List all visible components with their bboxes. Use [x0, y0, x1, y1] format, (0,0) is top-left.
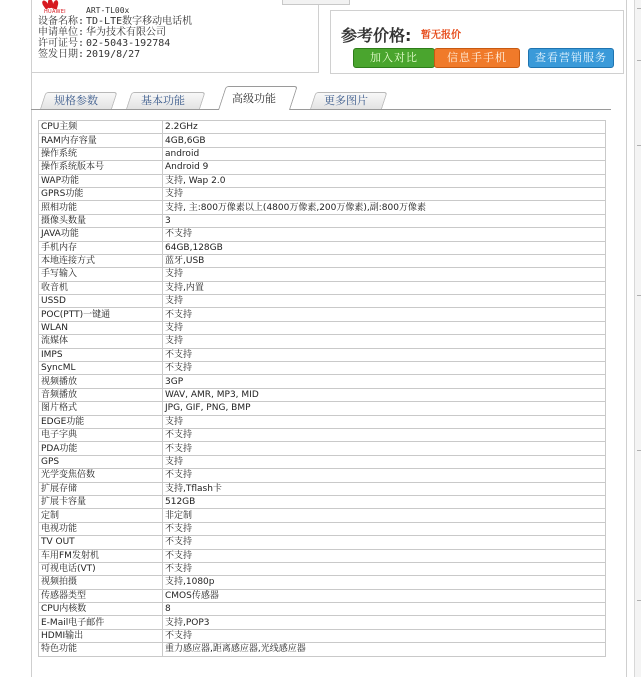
spec-value: 支持,POP3 [163, 616, 606, 629]
spec-key: 传感器类型 [39, 589, 163, 602]
spec-key: WLAN [39, 321, 163, 334]
spec-key: 手机内存 [39, 241, 163, 254]
spec-key: 定制 [39, 509, 163, 522]
info-label: 许可证号: [38, 38, 85, 49]
spec-row [39, 121, 606, 134]
spec-key: CPU主频 [39, 121, 163, 134]
tabs-baseline [31, 109, 611, 110]
info-label: 申请单位: [38, 27, 85, 38]
spec-value: 不支持 [163, 308, 606, 321]
spec-row [39, 509, 606, 522]
view-service-button[interactable]: 查看营销服务 [528, 48, 614, 68]
spec-row [39, 241, 606, 254]
tab-label: 更多图片 [324, 94, 368, 107]
spec-value: JPG, GIF, PNG, BMP [163, 402, 606, 415]
spec-row [39, 643, 606, 656]
spec-row [39, 576, 606, 589]
info-row [38, 16, 192, 27]
spec-row [39, 161, 606, 174]
spec-key: JAVA功能 [39, 228, 163, 241]
spec-value: 8 [163, 603, 606, 616]
spec-row [39, 455, 606, 468]
spec-value: 不支持 [163, 348, 606, 361]
spec-row [39, 495, 606, 508]
spec-key: PDA功能 [39, 442, 163, 455]
spec-value: 3 [163, 214, 606, 227]
spec-key: 扩展存储 [39, 482, 163, 495]
spec-value: Android 9 [163, 161, 606, 174]
spec-row [39, 335, 606, 348]
spec-value: 4GB,6GB [163, 134, 606, 147]
spec-value: 不支持 [163, 228, 606, 241]
spec-key: EDGE功能 [39, 415, 163, 428]
spec-row [39, 362, 606, 375]
spec-value: 支持 [163, 335, 606, 348]
spec-row [39, 603, 606, 616]
spec-value: 64GB,128GB [163, 241, 606, 254]
spec-key: 音频播放 [39, 388, 163, 401]
info-lines [38, 5, 192, 60]
spec-key: GPS [39, 455, 163, 468]
spec-value: 重力感应器,距离感应器,光线感应器 [163, 643, 606, 656]
price-box [330, 10, 624, 74]
spec-value: 支持 [163, 268, 606, 281]
spec-row [39, 388, 606, 401]
model-text: ART-TL00x [86, 6, 130, 15]
info-label: 签发日期: [38, 49, 85, 60]
device-info-box [31, 0, 319, 73]
info-value: 华为技术有限公司 [86, 27, 166, 38]
spec-value: 不支持 [163, 536, 606, 549]
spec-row [39, 415, 606, 428]
spec-key: POC(PTT)一键通 [39, 308, 163, 321]
spec-key: E-Mail电子邮件 [39, 616, 163, 629]
spec-value: 支持,内置 [163, 281, 606, 294]
spec-row [39, 147, 606, 160]
spec-row [39, 442, 606, 455]
spec-value: 不支持 [163, 629, 606, 642]
spec-row [39, 482, 606, 495]
spec-key: 照相功能 [39, 201, 163, 214]
spec-value: 非定制 [163, 509, 606, 522]
info-row [38, 38, 192, 49]
spec-value: 支持 [163, 187, 606, 200]
spec-key: RAM内存容量 [39, 134, 163, 147]
info-row [38, 27, 192, 38]
spec-value: 支持 [163, 321, 606, 334]
spec-key: 摄像头数量 [39, 214, 163, 227]
spec-row [39, 228, 606, 241]
spec-key: 视频拍摄 [39, 576, 163, 589]
spec-value: 不支持 [163, 562, 606, 575]
spec-value: 512GB [163, 495, 606, 508]
spec-value: 支持 [163, 455, 606, 468]
spec-key: 光学变焦倍数 [39, 469, 163, 482]
spec-key: WAP功能 [39, 174, 163, 187]
spec-key: SyncML [39, 362, 163, 375]
info-value: TD-LTE数字移动电话机 [86, 16, 193, 27]
spec-key: 电子字典 [39, 428, 163, 441]
spec-value: 支持 [163, 415, 606, 428]
spec-key: 车用FM发射机 [39, 549, 163, 562]
spec-row [39, 522, 606, 535]
spec-value: 不支持 [163, 469, 606, 482]
info-row [38, 49, 192, 60]
spec-row [39, 375, 606, 388]
add-compare-button[interactable]: 加入对比 [353, 48, 435, 68]
spec-row [39, 562, 606, 575]
spec-key: 收音机 [39, 281, 163, 294]
spec-value: WAV, AMR, MP3, MID [163, 388, 606, 401]
spec-row [39, 308, 606, 321]
spec-key: IMPS [39, 348, 163, 361]
spec-value: 支持, 主:800万像素以上(4800万像素,200万像素),副:800万像素 [163, 201, 606, 214]
spec-key: TV OUT [39, 536, 163, 549]
spec-key: 扩展卡容量 [39, 495, 163, 508]
spec-value: 蓝牙,USB [163, 254, 606, 267]
spec-value: 3GP [163, 375, 606, 388]
spec-value: 不支持 [163, 428, 606, 441]
spec-key: 操作系统版本号 [39, 161, 163, 174]
spec-table [38, 120, 606, 657]
spec-value: 不支持 [163, 362, 606, 375]
spec-row [39, 536, 606, 549]
tab-specs[interactable] [40, 92, 112, 109]
spec-value: 不支持 [163, 522, 606, 535]
spec-key: 本地连接方式 [39, 254, 163, 267]
spec-row [39, 629, 606, 642]
spec-row [39, 616, 606, 629]
spec-key: GPRS功能 [39, 187, 163, 200]
brand-text: HUAWEI [44, 9, 66, 15]
spec-value: 不支持 [163, 549, 606, 562]
spec-key: 流媒体 [39, 335, 163, 348]
tab-advanced[interactable] [218, 86, 290, 110]
spec-value: 支持, Wap 2.0 [163, 174, 606, 187]
spec-row [39, 268, 606, 281]
spec-row [39, 549, 606, 562]
spec-key: CPU内核数 [39, 603, 163, 616]
tab-label: 基本功能 [141, 94, 185, 107]
spec-value: android [163, 147, 606, 160]
spec-key: 手写输入 [39, 268, 163, 281]
spec-value: 支持 [163, 295, 606, 308]
tab-basic[interactable] [126, 92, 200, 109]
spec-row [39, 428, 606, 441]
tab-label: 高级功能 [232, 92, 276, 105]
spec-value: CMOS传感器 [163, 589, 606, 602]
spec-value: 支持,Tflash卡 [163, 482, 606, 495]
spec-row [39, 321, 606, 334]
spec-key: USSD [39, 295, 163, 308]
spec-value: 不支持 [163, 442, 606, 455]
spec-value: 支持,1080p [163, 576, 606, 589]
info-value: 2019/8/27 [86, 49, 141, 60]
spec-key: HDMI输出 [39, 629, 163, 642]
tab-label: 规格参数 [54, 94, 98, 107]
scrollbar-edge[interactable] [634, 0, 641, 677]
spec-row [39, 201, 606, 214]
spec-row [39, 214, 606, 227]
spec-value: 2.2GHz [163, 121, 606, 134]
tab-more-images[interactable] [310, 92, 382, 109]
spec-row [39, 589, 606, 602]
spec-key: 电视功能 [39, 522, 163, 535]
spec-row [39, 402, 606, 415]
info-label: 设备名称: [38, 16, 85, 27]
price-label: 参考价格: [341, 26, 412, 45]
top-tab-stub[interactable] [282, 0, 350, 5]
spec-row [39, 281, 606, 294]
spec-row [39, 134, 606, 147]
spec-key: 可视电话(VT) [39, 562, 163, 575]
spec-row [39, 174, 606, 187]
spec-key: 视频播放 [39, 375, 163, 388]
spec-key: 特色功能 [39, 643, 163, 656]
spec-key: 图片格式 [39, 402, 163, 415]
spec-row [39, 348, 606, 361]
spec-row [39, 254, 606, 267]
spec-table-body [39, 121, 606, 657]
spec-key: 操作系统 [39, 147, 163, 160]
info-value: 02-5043-192784 [86, 38, 171, 49]
spec-row [39, 469, 606, 482]
spec-row [39, 295, 606, 308]
spec-row [39, 187, 606, 200]
phone-info-button[interactable]: 信息手手机 [434, 48, 520, 68]
price-value: 暂无报价 [421, 30, 461, 41]
